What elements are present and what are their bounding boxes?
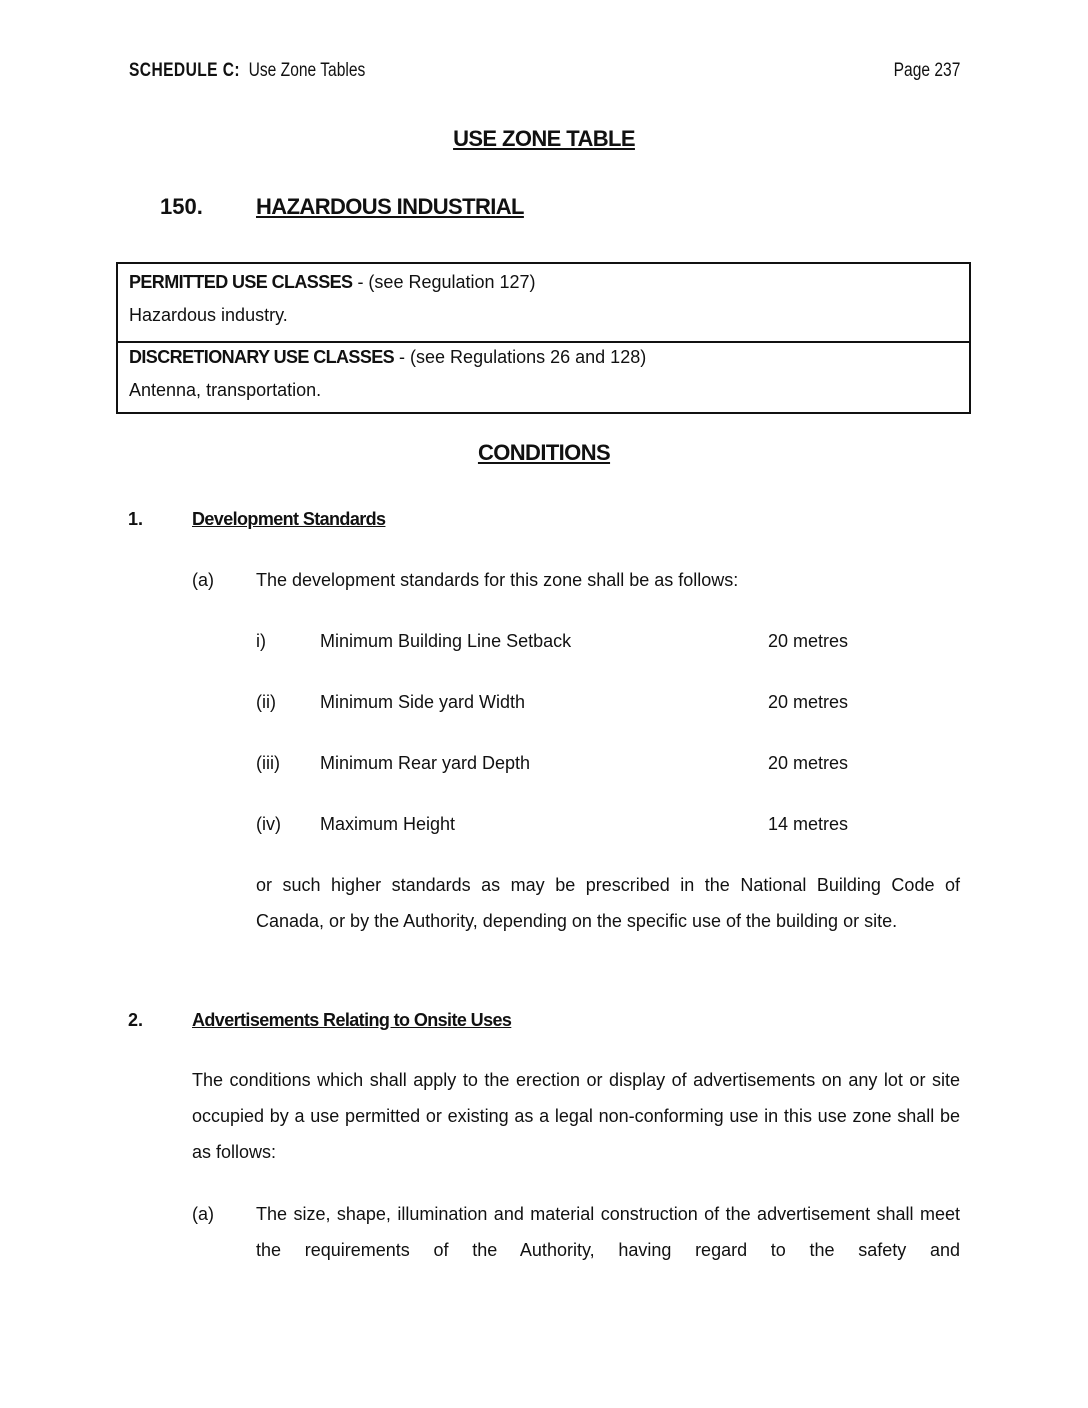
discretionary-use-row [118,341,969,414]
page-number: Page 237 [893,60,960,81]
standard-value: 14 metres [768,814,849,834]
condition-1a-label: (a) [192,570,214,590]
standard-value: 20 metres [768,753,849,773]
condition-2-number: 2. [128,1010,144,1030]
standard-label: (ii) [256,692,276,712]
conditions-title: CONDITIONS [477,440,611,465]
standard-name: Minimum Side yard Width [320,692,526,712]
condition-2-intro: The conditions which shall apply to the erection or display of advertisements on any lot or site occupied by a use permitted or existing as a legal non-conforming use in this use zone shall be as follows: [192,1070,960,1162]
standard-name: Minimum Building Line Setback [320,631,572,651]
section-number: 150. [160,194,203,219]
standard-value: 20 metres [768,692,849,712]
condition-1-title: Development Standards [192,509,386,529]
discretionary-use-label: DISCRETIONARY USE CLASSES [129,347,395,367]
permitted-use-heading [129,272,536,293]
schedule-label: SCHEDULE C: [129,60,240,81]
section-title: HAZARDOUS INDUSTRIAL [256,194,524,219]
schedule-title: Use Zone Tables [248,60,366,81]
standard-value: 20 metres [768,631,849,651]
discretionary-use-text: Antenna, transportation. [129,380,322,400]
standard-name: Maximum Height [320,814,456,834]
document-title: USE ZONE TABLE [453,126,635,151]
permitted-use-ref: - (see Regulation 127) [352,272,536,292]
standard-label: (iv) [256,814,281,834]
condition-1-number: 1. [128,509,144,529]
standard-label: (iii) [256,753,280,773]
condition-2a-label: (a) [192,1204,214,1224]
page-header-left [129,60,365,82]
condition-2a-text: The size, shape, illumination and material construction of the advertisement shall meet the requirements of the Authority, having regard to the safety and [256,1204,960,1260]
condition-1a-text: The development standards for this zone shall be as follows: [256,570,739,590]
standard-name: Minimum Rear yard Depth [320,753,531,773]
standard-label: i) [256,631,266,651]
discretionary-use-heading [129,347,646,368]
condition-1-note: or such higher standards as may be prescribed in the National Building Code of Canada, or by the Authority, depending on the specific use of the building or site. [256,875,960,931]
permitted-use-label: PERMITTED USE CLASSES [129,272,353,292]
permitted-use-row [118,264,969,343]
discretionary-use-ref: - (see Regulations 26 and 128) [394,347,647,367]
condition-2-title: Advertisements Relating to Onsite Uses [192,1010,512,1030]
permitted-use-text: Hazardous industry. [129,305,288,325]
use-classes-table [116,262,971,414]
